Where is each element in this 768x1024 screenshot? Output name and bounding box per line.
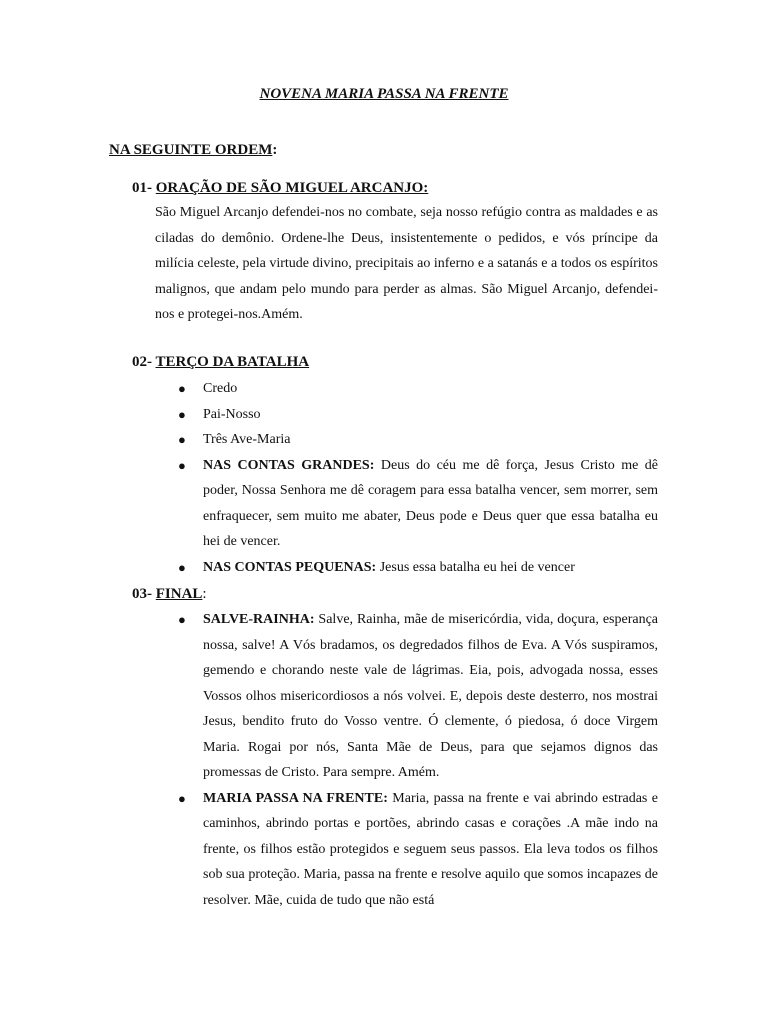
item-bold-label: SALVE-RAINHA: xyxy=(203,612,315,627)
section-03-title: FINAL xyxy=(155,586,203,602)
section-02-number: 02- xyxy=(132,354,152,370)
bullet-icon: ● xyxy=(178,457,186,473)
bullet-icon: ● xyxy=(178,381,186,396)
list-item xyxy=(178,786,658,914)
item-text: Maria, passa na frente e vai abrindo estradas e caminhos, abrindo portas e portões, abrindo casas e corações .A mãe indo na frente, os filhos estão protegidos e seguem seus passos. Ela leva todos os filhos sob sua proteção. Maria, passa na frente e resolve aquilo que somos incapazes de resolver. Mãe, cuida de tudo que não está xyxy=(203,790,659,908)
section-03-number: 03- xyxy=(132,586,152,602)
section-01-title: ORAÇÃO DE SÃO MIGUEL ARCANJO: xyxy=(155,180,429,196)
list-item xyxy=(178,453,658,555)
item-text: Jesus essa batalha eu hei de vencer xyxy=(376,559,575,575)
item-text: Três Ave-Maria xyxy=(203,432,291,447)
section-02-list xyxy=(178,376,658,580)
section-03-colon: : xyxy=(202,586,207,602)
bullet-icon: ● xyxy=(178,790,186,806)
list-item xyxy=(178,376,658,402)
section-02-heading xyxy=(132,354,309,371)
item-text: Credo xyxy=(203,381,238,396)
section-01-number: 01- xyxy=(132,180,152,196)
item-bold-label: MARIA PASSA NA FRENTE: xyxy=(203,790,388,806)
intro-colon: : xyxy=(272,142,278,158)
item-text: Pai-Nosso xyxy=(203,406,261,422)
section-01-text: São Miguel Arcanjo defendei-nos no combate, seja nosso refúgio contra as maldades e as ciladas do demônio. Ordene-lhe Deus, insistentemente o pedidos, e vós príncipe da milícia celeste, pela virtude divino, precipitais ao inferno e a satanás e a todos os espíritos malignos, que andam pelo mundo para perder as almas. São Miguel Arcanjo, defendei-nos e protegei-nos.Amém. xyxy=(155,205,658,322)
page-title: NOVENA MARIA PASSA NA FRENTE xyxy=(259,86,509,102)
section-02-title: TERÇO DA BATALHA xyxy=(155,354,310,370)
section-03-heading xyxy=(132,586,207,603)
list-item xyxy=(178,427,658,453)
bullet-icon: ● xyxy=(178,612,186,627)
item-bold-label: NAS CONTAS GRANDES: xyxy=(203,457,375,473)
list-item xyxy=(178,555,658,581)
section-03-list xyxy=(178,607,658,913)
intro-label: NA SEGUINTE ORDEM xyxy=(109,142,273,158)
bullet-icon: ● xyxy=(178,559,186,575)
intro-heading xyxy=(109,142,277,159)
item-text: Deus do céu me dê força, Jesus Cristo me dê poder, Nossa Senhora me dê coragem para essa batalha vencer, sem morrer, sem enfraquecer, sem muito me abater, Deus pode e Deus quer que essa batalha eu hei de vencer. xyxy=(203,457,659,549)
bullet-icon: ● xyxy=(178,432,186,447)
list-item xyxy=(178,402,658,428)
bullet-icon: ● xyxy=(178,406,186,422)
item-text: Salve, Rainha, mãe de misericórdia, vida, doçura, esperança nossa, salve! A Vós bradamos, os degredados filhos de Eva. A Vós suspiramos, gemendo e chorando neste vale de lágrimas. Eia, pois, advogada nossa, esses Vossos olhos misericordiosos a nós volvei. E, depois deste desterro, nos mostrai Jesus, bendito fruto do Vosso ventre. Ó clemente, ó piedosa, ó doce Virgem Maria. Rogai por nós, Santa Mãe de Deus, para que sejamos dignos das promessas de Cristo. Para sempre. Amém. xyxy=(203,612,658,780)
list-item xyxy=(178,607,658,786)
item-bold-label: NAS CONTAS PEQUENAS: xyxy=(203,559,377,575)
section-01-heading xyxy=(132,180,428,197)
